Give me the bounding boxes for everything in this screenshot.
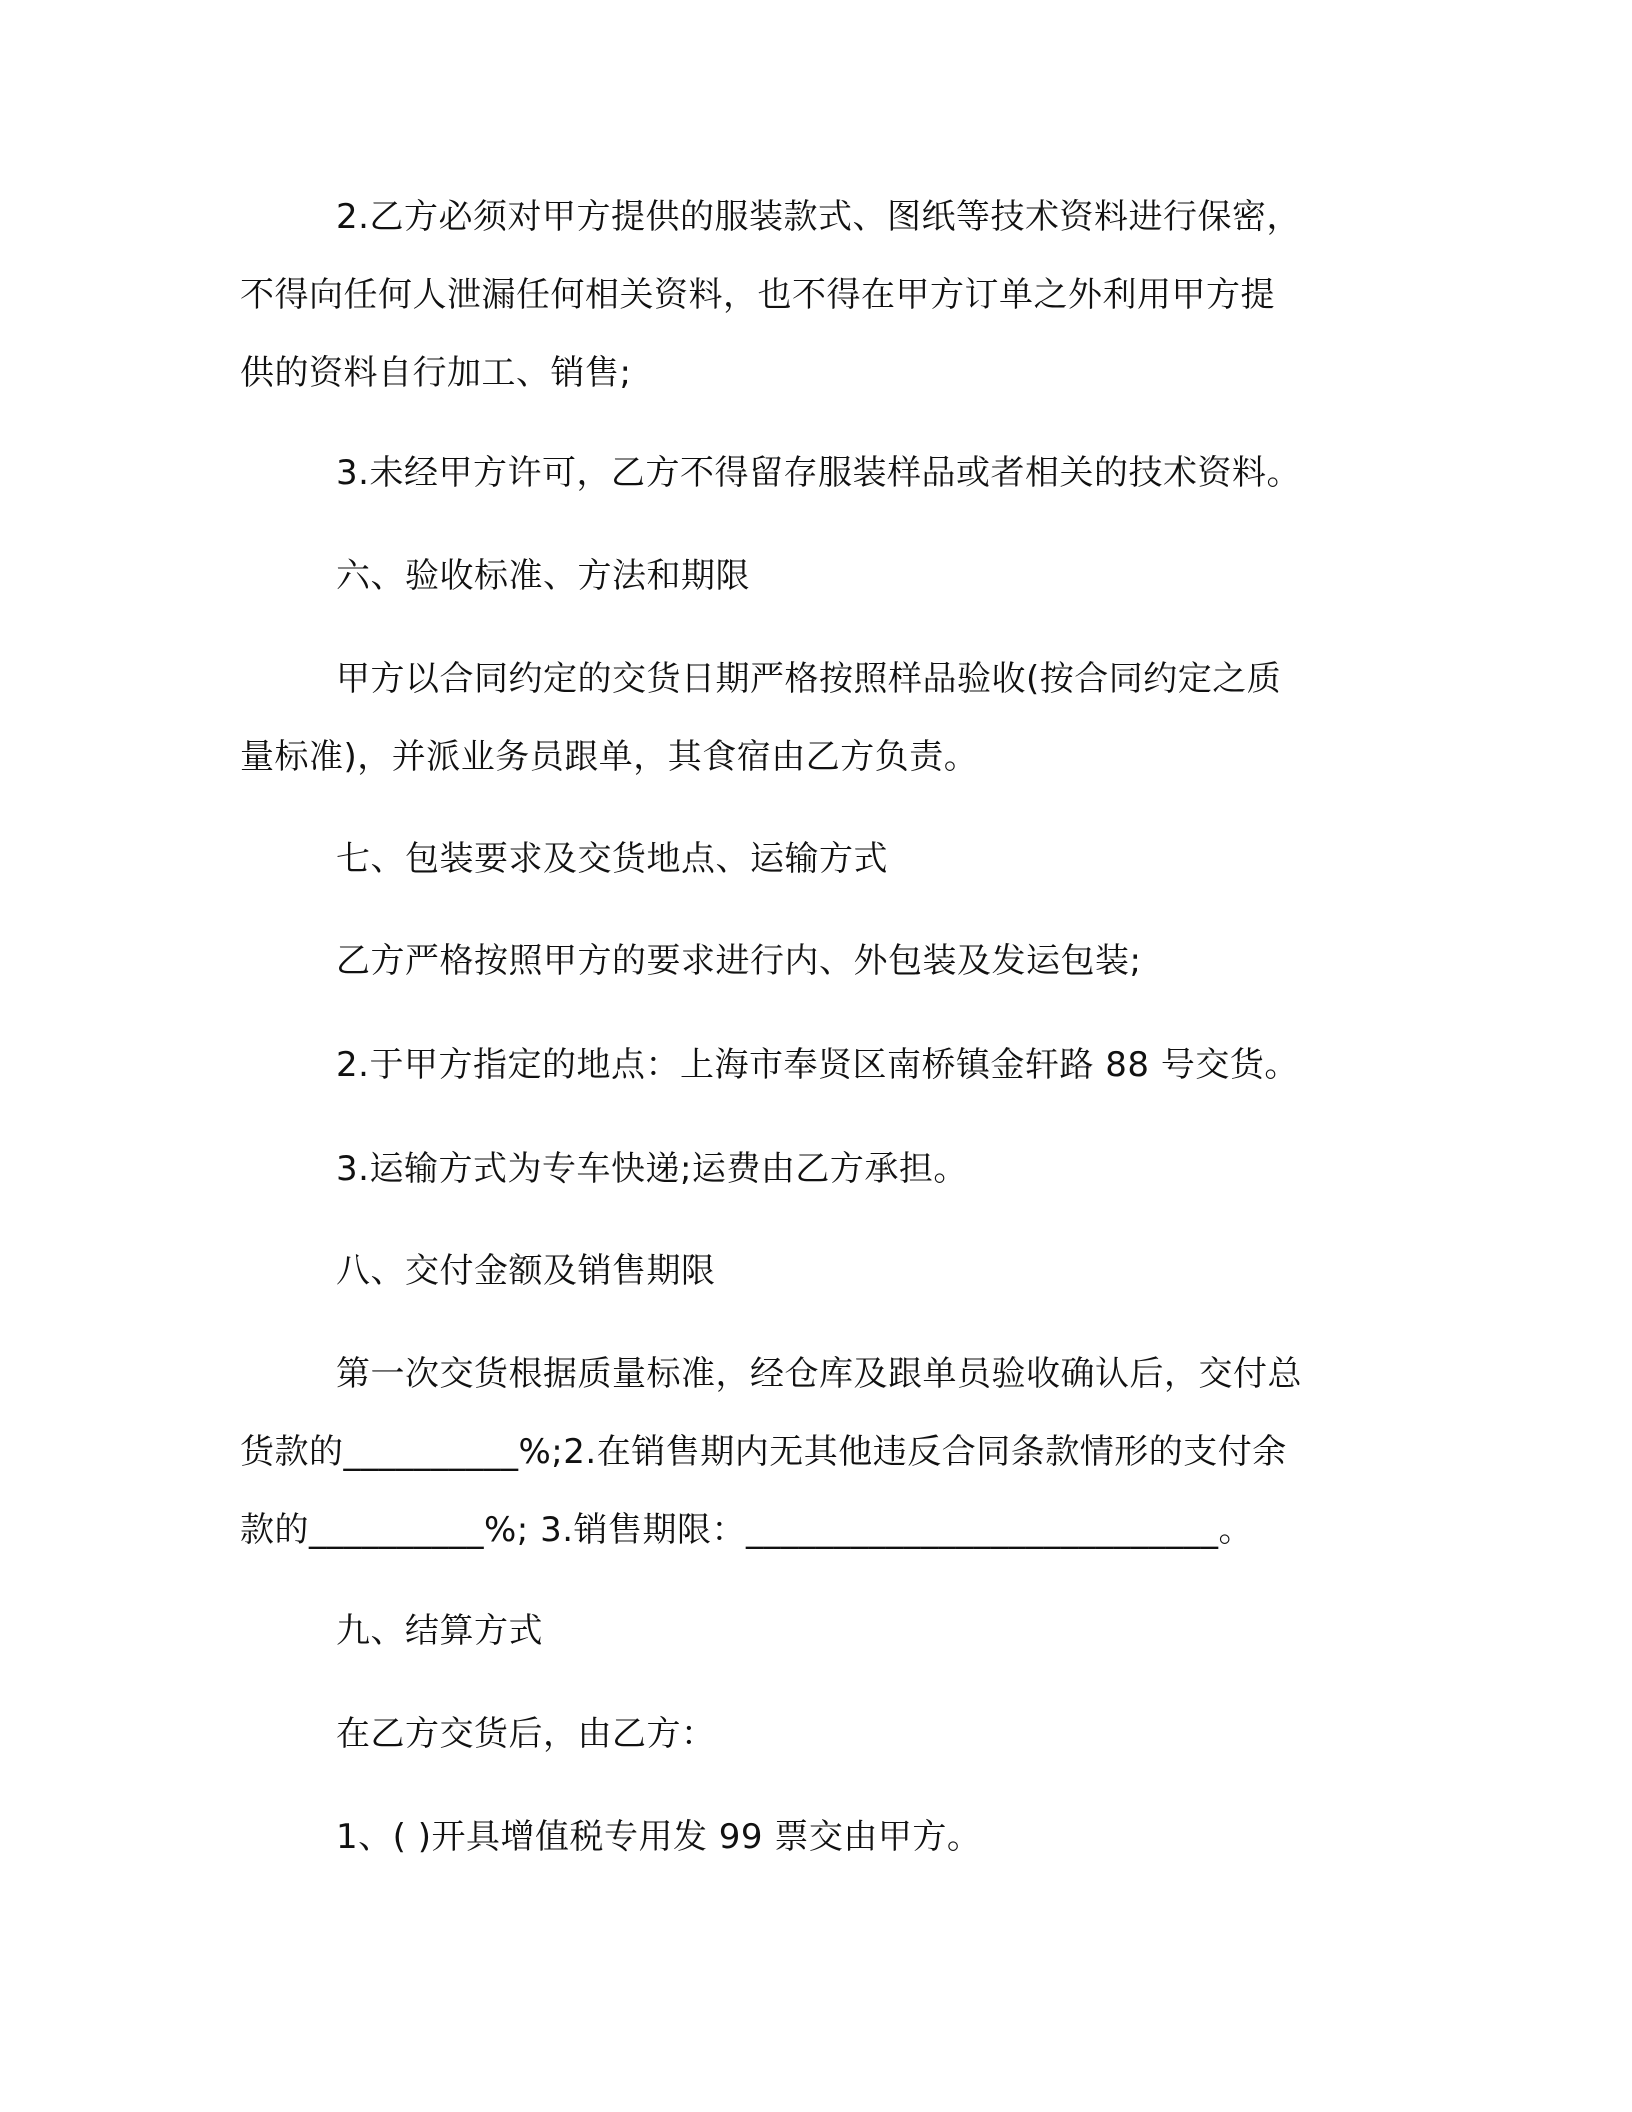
- paragraph-line: 2.乙方必须对甲方提供的服装款式、图纸等技术资料进行保密，: [336, 197, 1301, 237]
- paragraph-samples: [240, 434, 1370, 512]
- paragraph-line: 款的__________%; 3.销售期限：___________________________。: [240, 1510, 1254, 1550]
- paragraph-packaging: [240, 922, 1370, 1000]
- section-heading-text: 七、包装要求及交货地点、运输方式: [336, 839, 888, 879]
- paragraph-acceptance: [240, 640, 1370, 796]
- paragraph-transport: [240, 1130, 1370, 1208]
- section-heading-text: 六、验收标准、方法和期限: [336, 556, 750, 596]
- paragraph-line: 不得向任何人泄漏任何相关资料，也不得在甲方订单之外利用甲方提: [240, 275, 1275, 315]
- paragraph-line: 货款的__________%;2.在销售期内无其他违反合同条款情形的支付余: [240, 1432, 1287, 1472]
- section-heading-text: 九、结算方式: [336, 1611, 543, 1651]
- paragraph-line: 1、( )开具增值税专用发 99 票交由甲方。: [336, 1817, 982, 1857]
- section-heading-acceptance: [240, 537, 1370, 615]
- section-heading-payment: [240, 1232, 1370, 1310]
- paragraph-confidentiality: [240, 178, 1370, 412]
- paragraph-settlement-intro: [240, 1695, 1370, 1773]
- paragraph-line: 3.未经甲方许可，乙方不得留存服装样品或者相关的技术资料。: [336, 453, 1301, 493]
- paragraph-invoice: [240, 1798, 1370, 1876]
- paragraph-line: 供的资料自行加工、销售;: [240, 353, 632, 393]
- paragraph-line: 第一次交货根据质量标准，经仓库及跟单员验收确认后，交付总: [336, 1354, 1302, 1394]
- paragraph-line: 在乙方交货后，由乙方：: [336, 1714, 716, 1754]
- section-heading-settlement: [240, 1592, 1370, 1670]
- paragraph-payment: [240, 1335, 1370, 1569]
- paragraph-line: 量标准)，并派业务员跟单，其食宿由乙方负责。: [240, 737, 979, 777]
- section-heading-text: 八、交付金额及销售期限: [336, 1251, 716, 1291]
- paragraph-line: 2.于甲方指定的地点：上海市奉贤区南桥镇金轩路 88 号交货。: [336, 1045, 1299, 1085]
- section-heading-packaging: [240, 820, 1370, 898]
- paragraph-delivery-location: [240, 1026, 1370, 1104]
- paragraph-line: 3.运输方式为专车快递;运费由乙方承担。: [336, 1149, 968, 1189]
- paragraph-line: 甲方以合同约定的交货日期严格按照样品验收(按合同约定之质: [336, 659, 1282, 699]
- paragraph-line: 乙方严格按照甲方的要求进行内、外包装及发运包装;: [336, 941, 1142, 981]
